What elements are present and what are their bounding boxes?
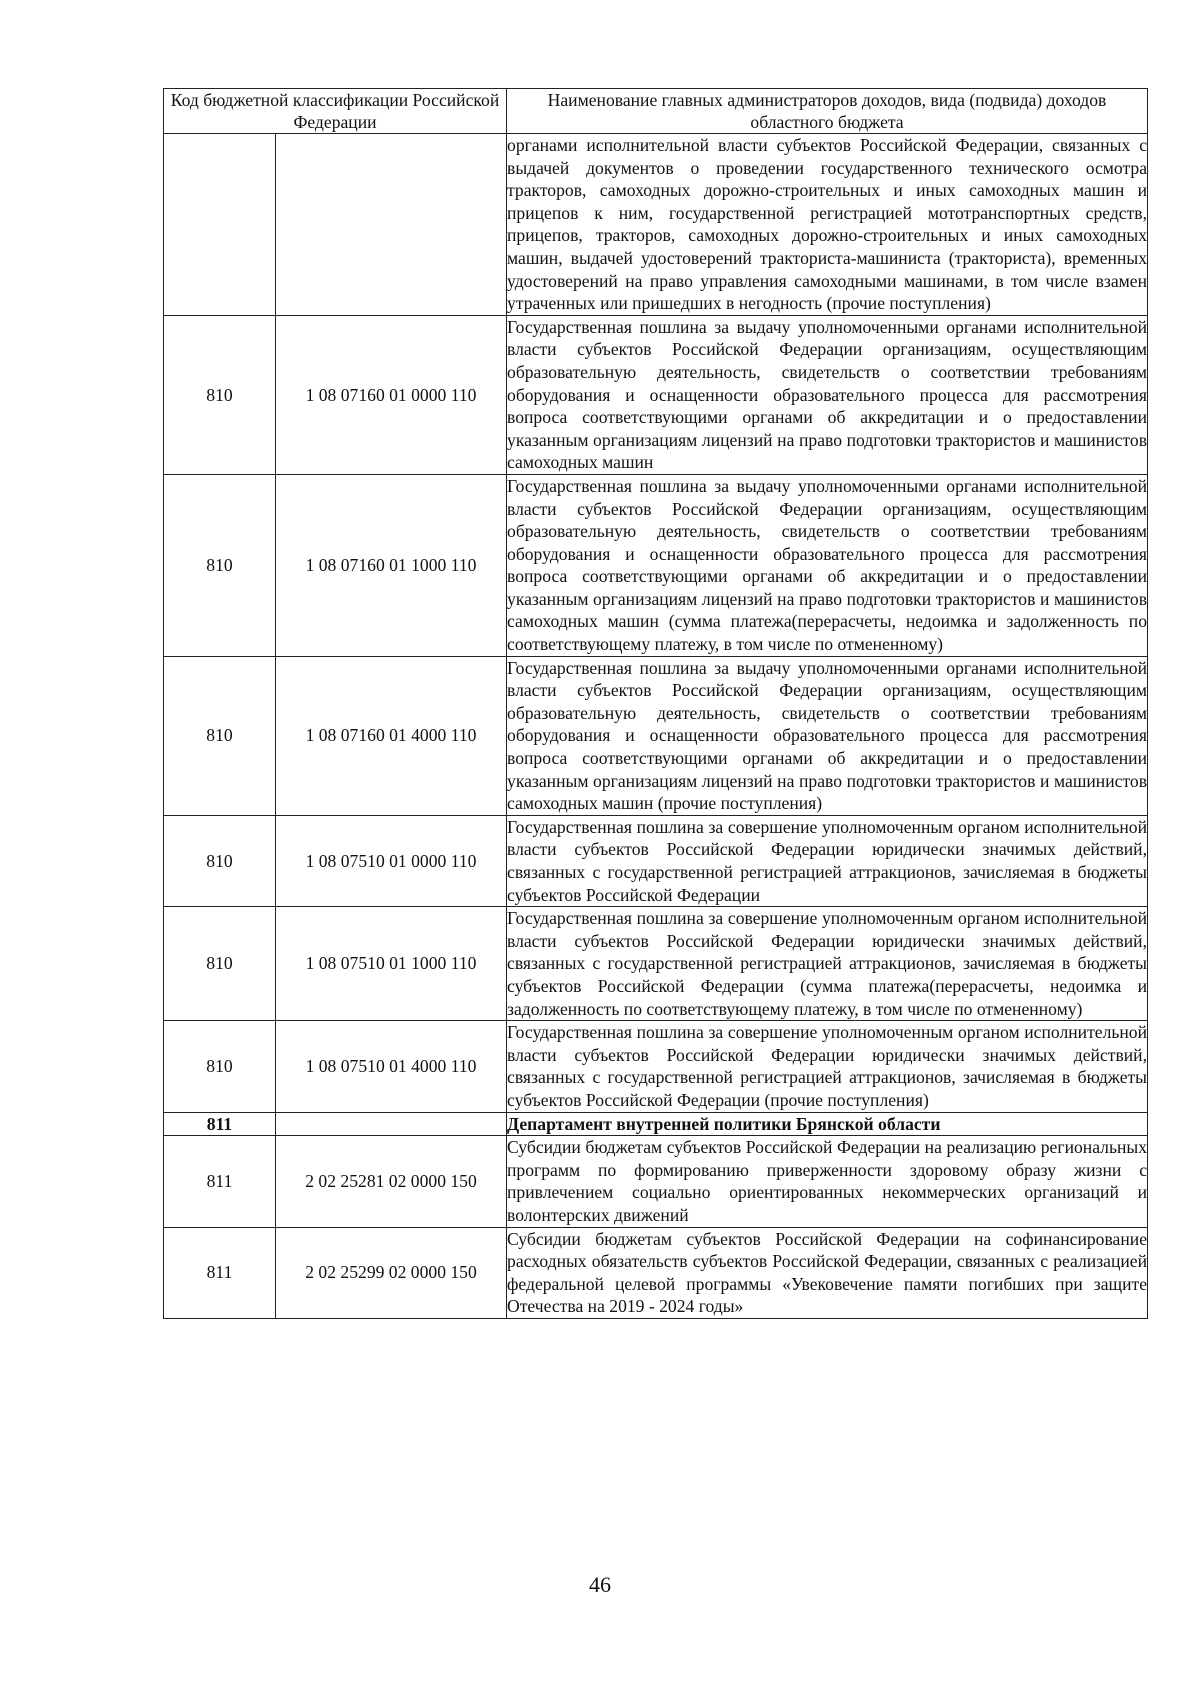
revenue-code-cell: 1 08 07510 01 4000 110 xyxy=(276,1021,507,1112)
revenue-code-cell: 1 08 07160 01 0000 110 xyxy=(276,315,507,474)
administrator-code-cell: 810 xyxy=(164,907,276,1021)
table-header-row xyxy=(164,89,1148,134)
table-row xyxy=(164,474,1148,656)
revenue-code-cell: 1 08 07160 01 4000 110 xyxy=(276,656,507,815)
header-administrator-name: Наименование главных администраторов доходов, вида (подвида) доходов областного бюджета xyxy=(507,89,1148,134)
table-row xyxy=(164,134,1148,316)
administrator-code-cell xyxy=(164,134,276,316)
revenue-name-cell: Государственная пошлина за выдачу уполномоченными органами исполнительной власти субъектов Российской Федерации организациям, осуществляющим образовательную деятельность, свидетельств о соответствии требованиям оборудования и оснащенности образовательного процесса для рассмотрения вопроса соответствующими органами об аккредитации и о предоставлении указанным организациям лицензий на право подготовки трактористов и машинистов самоходных машин (сумма платежа(перерасчеты, недоимка и задолженность по соответствующему платежу, в том числе по отмененному) xyxy=(507,474,1148,656)
revenue-code-cell: 1 08 07510 01 0000 110 xyxy=(276,815,507,906)
revenue-name-cell: Государственная пошлина за совершение уполномоченным органом исполнительной власти субъектов Российской Федерации юридически значимых действий, связанных с государственной регистрацией аттракционов, зачисляемая в бюджеты субъектов Российской Федерации xyxy=(507,815,1148,906)
table-row xyxy=(164,1227,1148,1318)
revenue-name-cell: Государственная пошлина за выдачу уполномоченными органами исполнительной власти субъектов Российской Федерации организациям, осуществляющим образовательную деятельность, свидетельств о соответствии требованиям оборудования и оснащенности образовательного процесса для рассмотрения вопроса соответствующими органами об аккредитации и о предоставлении указанным организациям лицензий на право подготовки трактористов и машинистов самоходных машин xyxy=(507,315,1148,474)
table-row xyxy=(164,815,1148,906)
department-name-cell: Департамент внутренней политики Брянской области xyxy=(507,1112,1148,1136)
revenue-name-cell: Субсидии бюджетам субъектов Российской Федерации на софинансирование расходных обязательств субъектов Российской Федерации, связанных с реализацией федеральной целевой программы «Увековечение памяти погибших при защите Отечества на 2019 - 2024 годы» xyxy=(507,1227,1148,1318)
table-row xyxy=(164,1021,1148,1112)
table-row xyxy=(164,1136,1148,1227)
table-row xyxy=(164,315,1148,474)
administrator-code-cell: 811 xyxy=(164,1136,276,1227)
table-row xyxy=(164,907,1148,1021)
header-budget-code: Код бюджетной классификации Российской Федерации xyxy=(164,89,507,134)
revenue-name-cell: органами исполнительной власти субъектов Российской Федерации, связанных с выдачей документов о проведении государственного технического осмотра тракторов, самоходных дорожно-строительных и иных самоходных машин и прицепов к ним, государственной регистрацией мототранспортных средств, прицепов, тракторов, самоходных дорожно-строительных и иных самоходных машин, выдачей удостоверений тракториста-машиниста (тракториста), временных удостоверений на право управления самоходными машинами, в том числе взамен утраченных или пришедших в негодность (прочие поступления) xyxy=(507,134,1148,316)
revenue-name-cell: Государственная пошлина за выдачу уполномоченными органами исполнительной власти субъектов Российской Федерации организациям, осуществляющим образовательную деятельность, свидетельств о соответствии требованиям оборудования и оснащенности образовательного процесса для рассмотрения вопроса соответствующими органами об аккредитации и о предоставлении указанным организациям лицензий на право подготовки трактористов и машинистов самоходных машин (прочие поступления) xyxy=(507,656,1148,815)
revenue-code-cell: 2 02 25299 02 0000 150 xyxy=(276,1227,507,1318)
revenue-code-cell xyxy=(276,134,507,316)
administrator-code-cell: 810 xyxy=(164,474,276,656)
revenue-name-cell: Субсидии бюджетам субъектов Российской Федерации на реализацию региональных программ по формированию приверженности здоровому образу жизни с привлечением социально ориентированных некоммерческих организаций и волонтерских движений xyxy=(507,1136,1148,1227)
administrator-code-cell: 810 xyxy=(164,656,276,815)
administrator-code-cell: 811 xyxy=(164,1112,276,1136)
revenue-code-cell: 1 08 07510 01 1000 110 xyxy=(276,907,507,1021)
revenue-name-cell: Государственная пошлина за совершение уполномоченным органом исполнительной власти субъектов Российской Федерации юридически значимых действий, связанных с государственной регистрацией аттракционов, зачисляемая в бюджеты субъектов Российской Федерации (сумма платежа(перерасчеты, недоимка и задолженность по соответствующему платежу, в том числе по отмененному) xyxy=(507,907,1148,1021)
revenue-code-cell: 1 08 07160 01 1000 110 xyxy=(276,474,507,656)
page-number: 46 xyxy=(589,1572,611,1597)
revenue-code-cell: 2 02 25281 02 0000 150 xyxy=(276,1136,507,1227)
administrator-code-cell: 810 xyxy=(164,815,276,906)
table-row xyxy=(164,656,1148,815)
administrator-code-cell: 810 xyxy=(164,1021,276,1112)
administrator-code-cell: 810 xyxy=(164,315,276,474)
revenue-code-cell xyxy=(276,1112,507,1136)
revenue-name-cell: Государственная пошлина за совершение уполномоченным органом исполнительной власти субъектов Российской Федерации юридически значимых действий, связанных с государственной регистрацией аттракционов, зачисляемая в бюджеты субъектов Российской Федерации (прочие поступления) xyxy=(507,1021,1148,1112)
department-heading-row xyxy=(164,1112,1148,1136)
budget-classification-table xyxy=(163,88,1148,1319)
administrator-code-cell: 811 xyxy=(164,1227,276,1318)
